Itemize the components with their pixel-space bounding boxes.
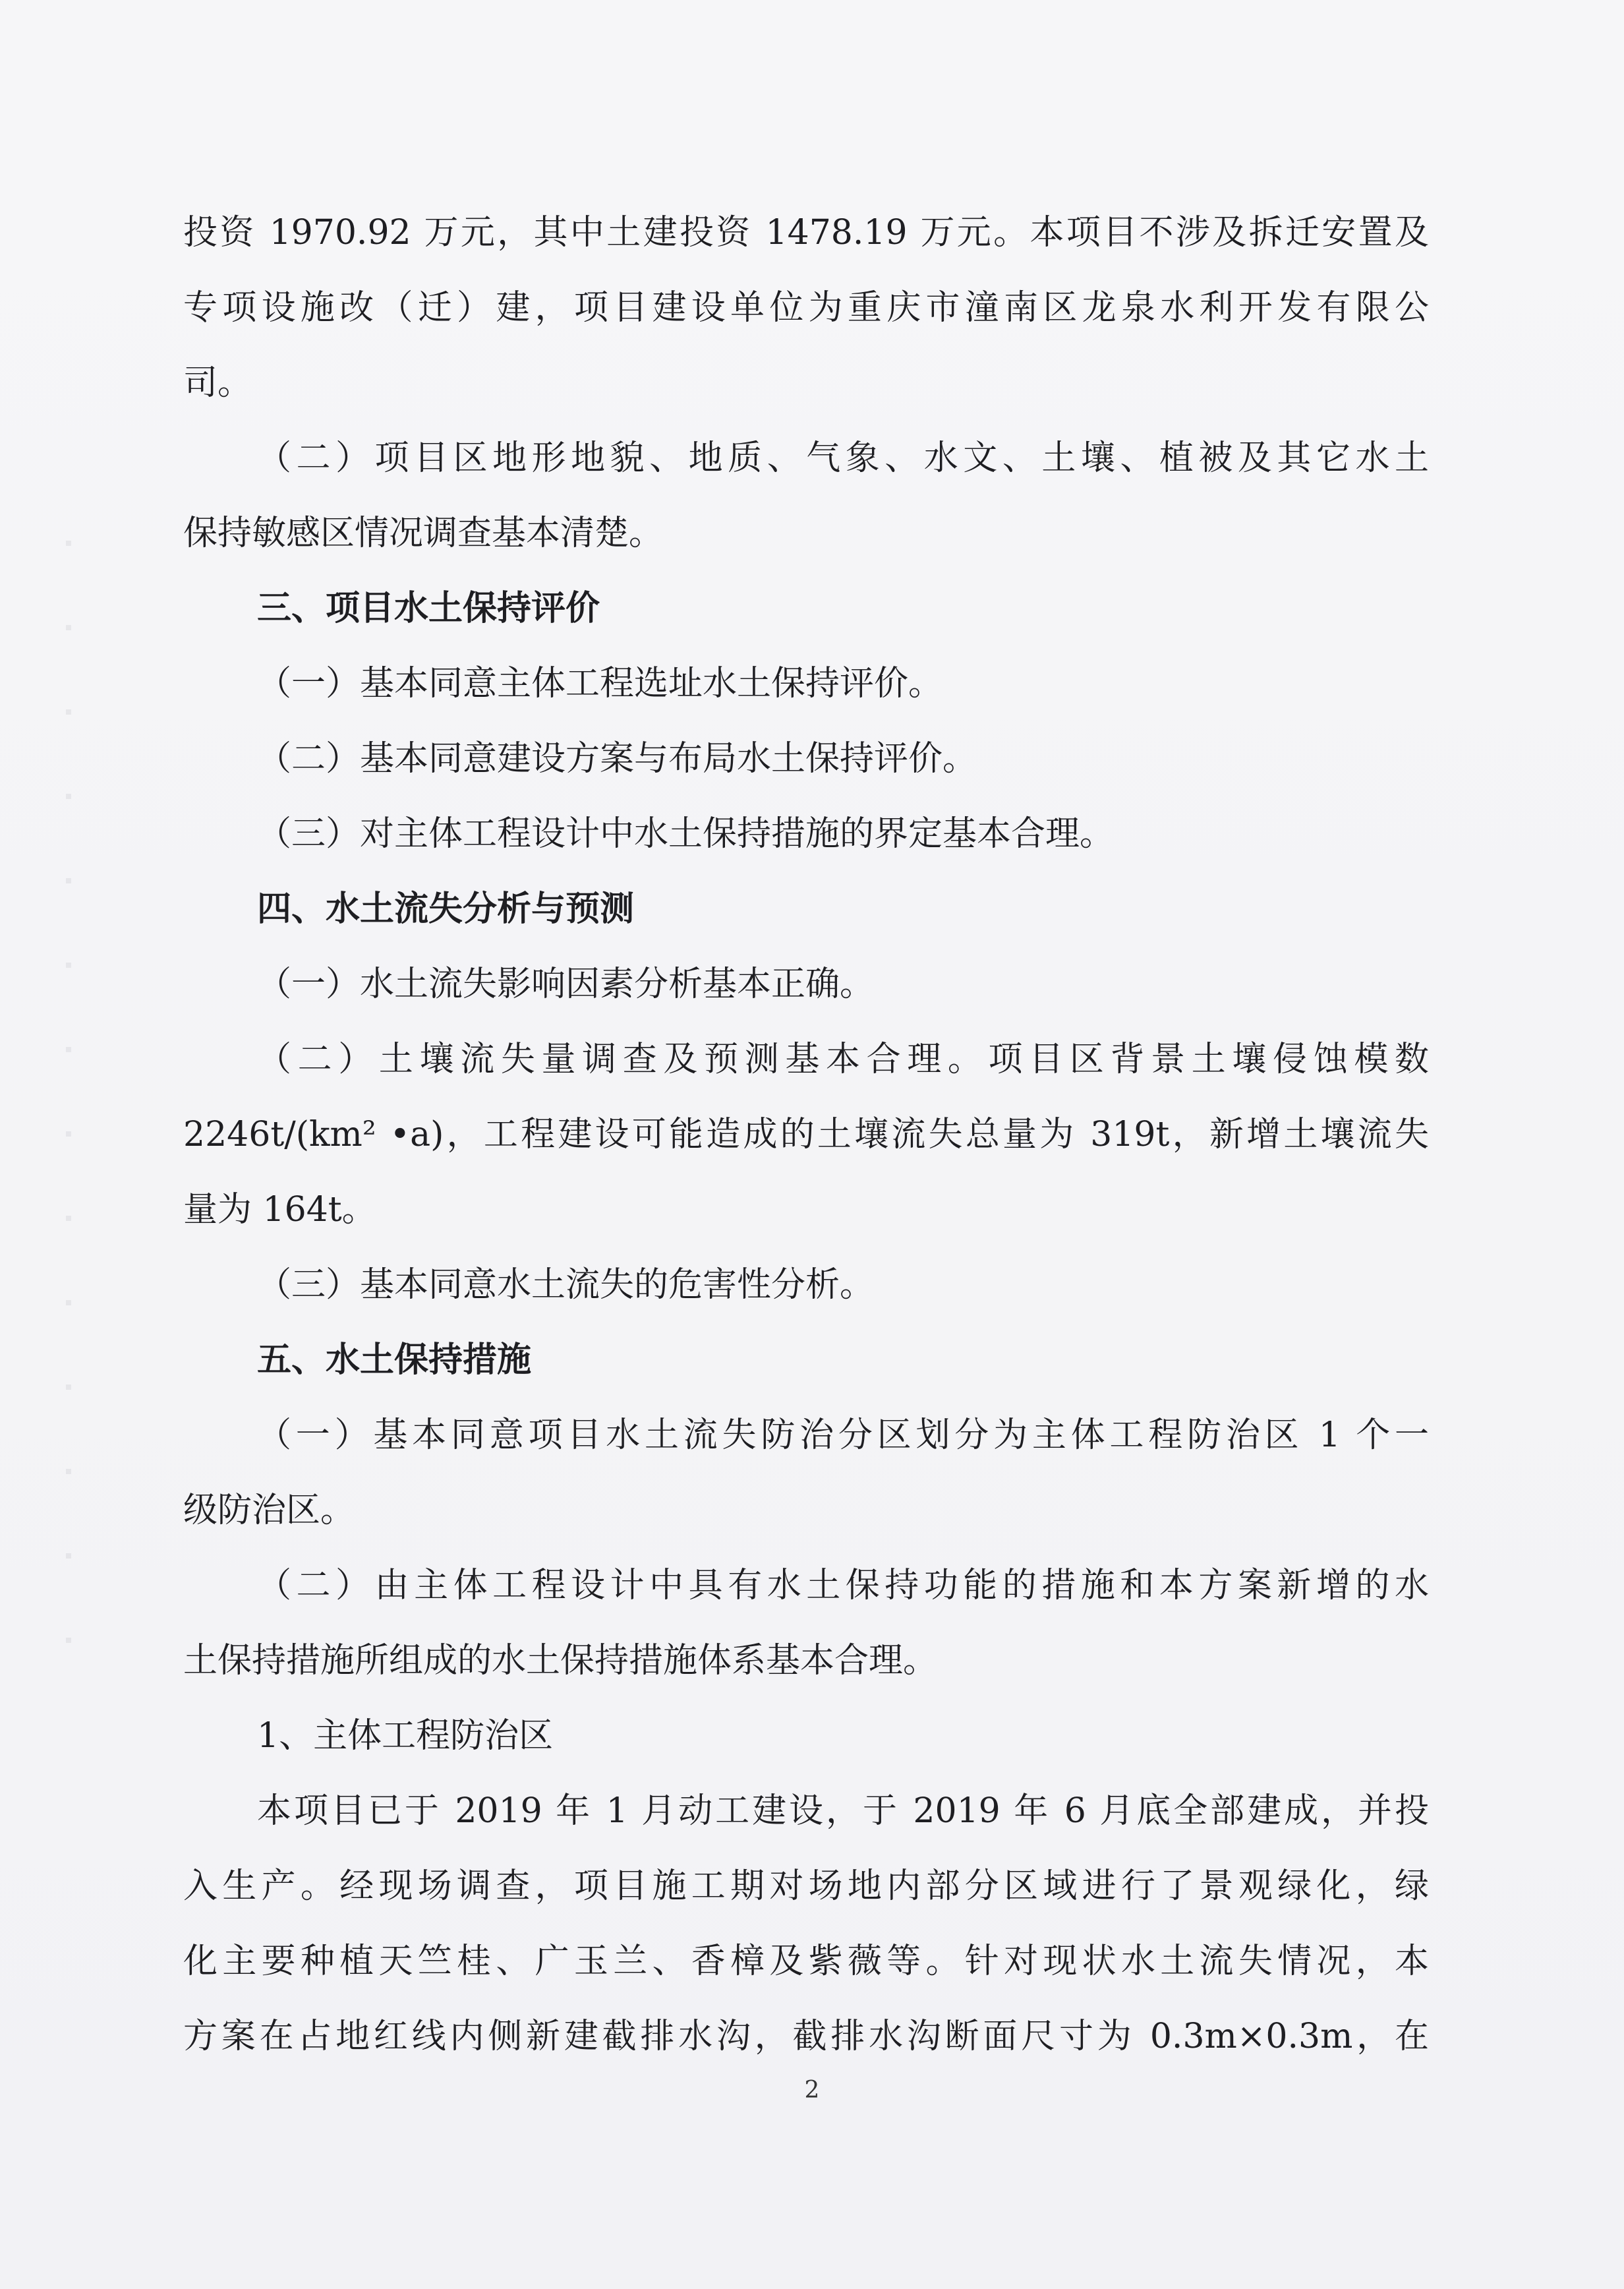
text-line: （二）由主体工程设计中具有水土保持功能的措施和本方案新增的水: [257, 1566, 1429, 1605]
text-line: （一）水土流失影响因素分析基本正确。: [257, 965, 875, 1004]
text-line: （二）基本同意建设方案与布局水土保持评价。: [257, 739, 977, 779]
text-line: （二）项目区地形地貌、地质、气象、水文、土壤、植被及其它水土: [257, 438, 1429, 478]
section-heading: 五、水土保持措施: [257, 1340, 532, 1380]
text-line: 司。: [183, 363, 252, 403]
text-line: 化主要种植天竺桂、广玉兰、香樟及紫薇等。针对现状水土流失情况，本: [183, 1942, 1429, 1981]
text-line: （三）基本同意水土流失的危害性分析。: [257, 1265, 875, 1305]
text-line: 保持敏感区情况调查基本清楚。: [183, 514, 664, 553]
text-line: 本项目已于 2019 年 1 月动工建设，于 2019 年 6 月底全部建成，并投: [257, 1791, 1429, 1831]
text-line: （三）对主体工程设计中水土保持措施的界定基本合理。: [257, 814, 1115, 854]
subsection-heading: 1、主体工程防治区: [257, 1716, 554, 1756]
binding-marks: [66, 461, 71, 1714]
text-line: 投资 1970.92 万元，其中土建投资 1478.19 万元。本项目不涉及拆迁安置及: [183, 213, 1429, 253]
section-heading: 三、项目水土保持评价: [257, 588, 600, 628]
text-line: 土保持措施所组成的水土保持措施体系基本合理。: [183, 1641, 938, 1680]
text-line: 入生产。经现场调查，项目施工期对场地内部分区域进行了景观绿化，绿: [183, 1866, 1429, 1906]
section-heading: 四、水土流失分析与预测: [257, 889, 635, 929]
text-line: 方案在占地红线内侧新建截排水沟，截排水沟断面尺寸为 0.3m×0.3m，在: [183, 2017, 1429, 2056]
text-line: 专项设施改（迁）建，项目建设单位为重庆市潼南区龙泉水利开发有限公: [183, 288, 1429, 328]
page-number: 2: [804, 2077, 820, 2104]
text-line: （一）基本同意主体工程选址水土保持评价。: [257, 664, 943, 703]
text-line: 级防治区。: [183, 1491, 355, 1530]
text-line: （二）土壤流失量调查及预测基本合理。项目区背景土壤侵蚀模数: [257, 1040, 1429, 1079]
text-line: 量为 164t。: [183, 1190, 376, 1230]
text-line: 2246t/(km² •a)，工程建设可能造成的土壤流失总量为 319t，新增土壤流失: [183, 1115, 1429, 1154]
text-line: （一）基本同意项目水土流失防治分区划分为主体工程防治区 1 个一: [257, 1415, 1429, 1455]
